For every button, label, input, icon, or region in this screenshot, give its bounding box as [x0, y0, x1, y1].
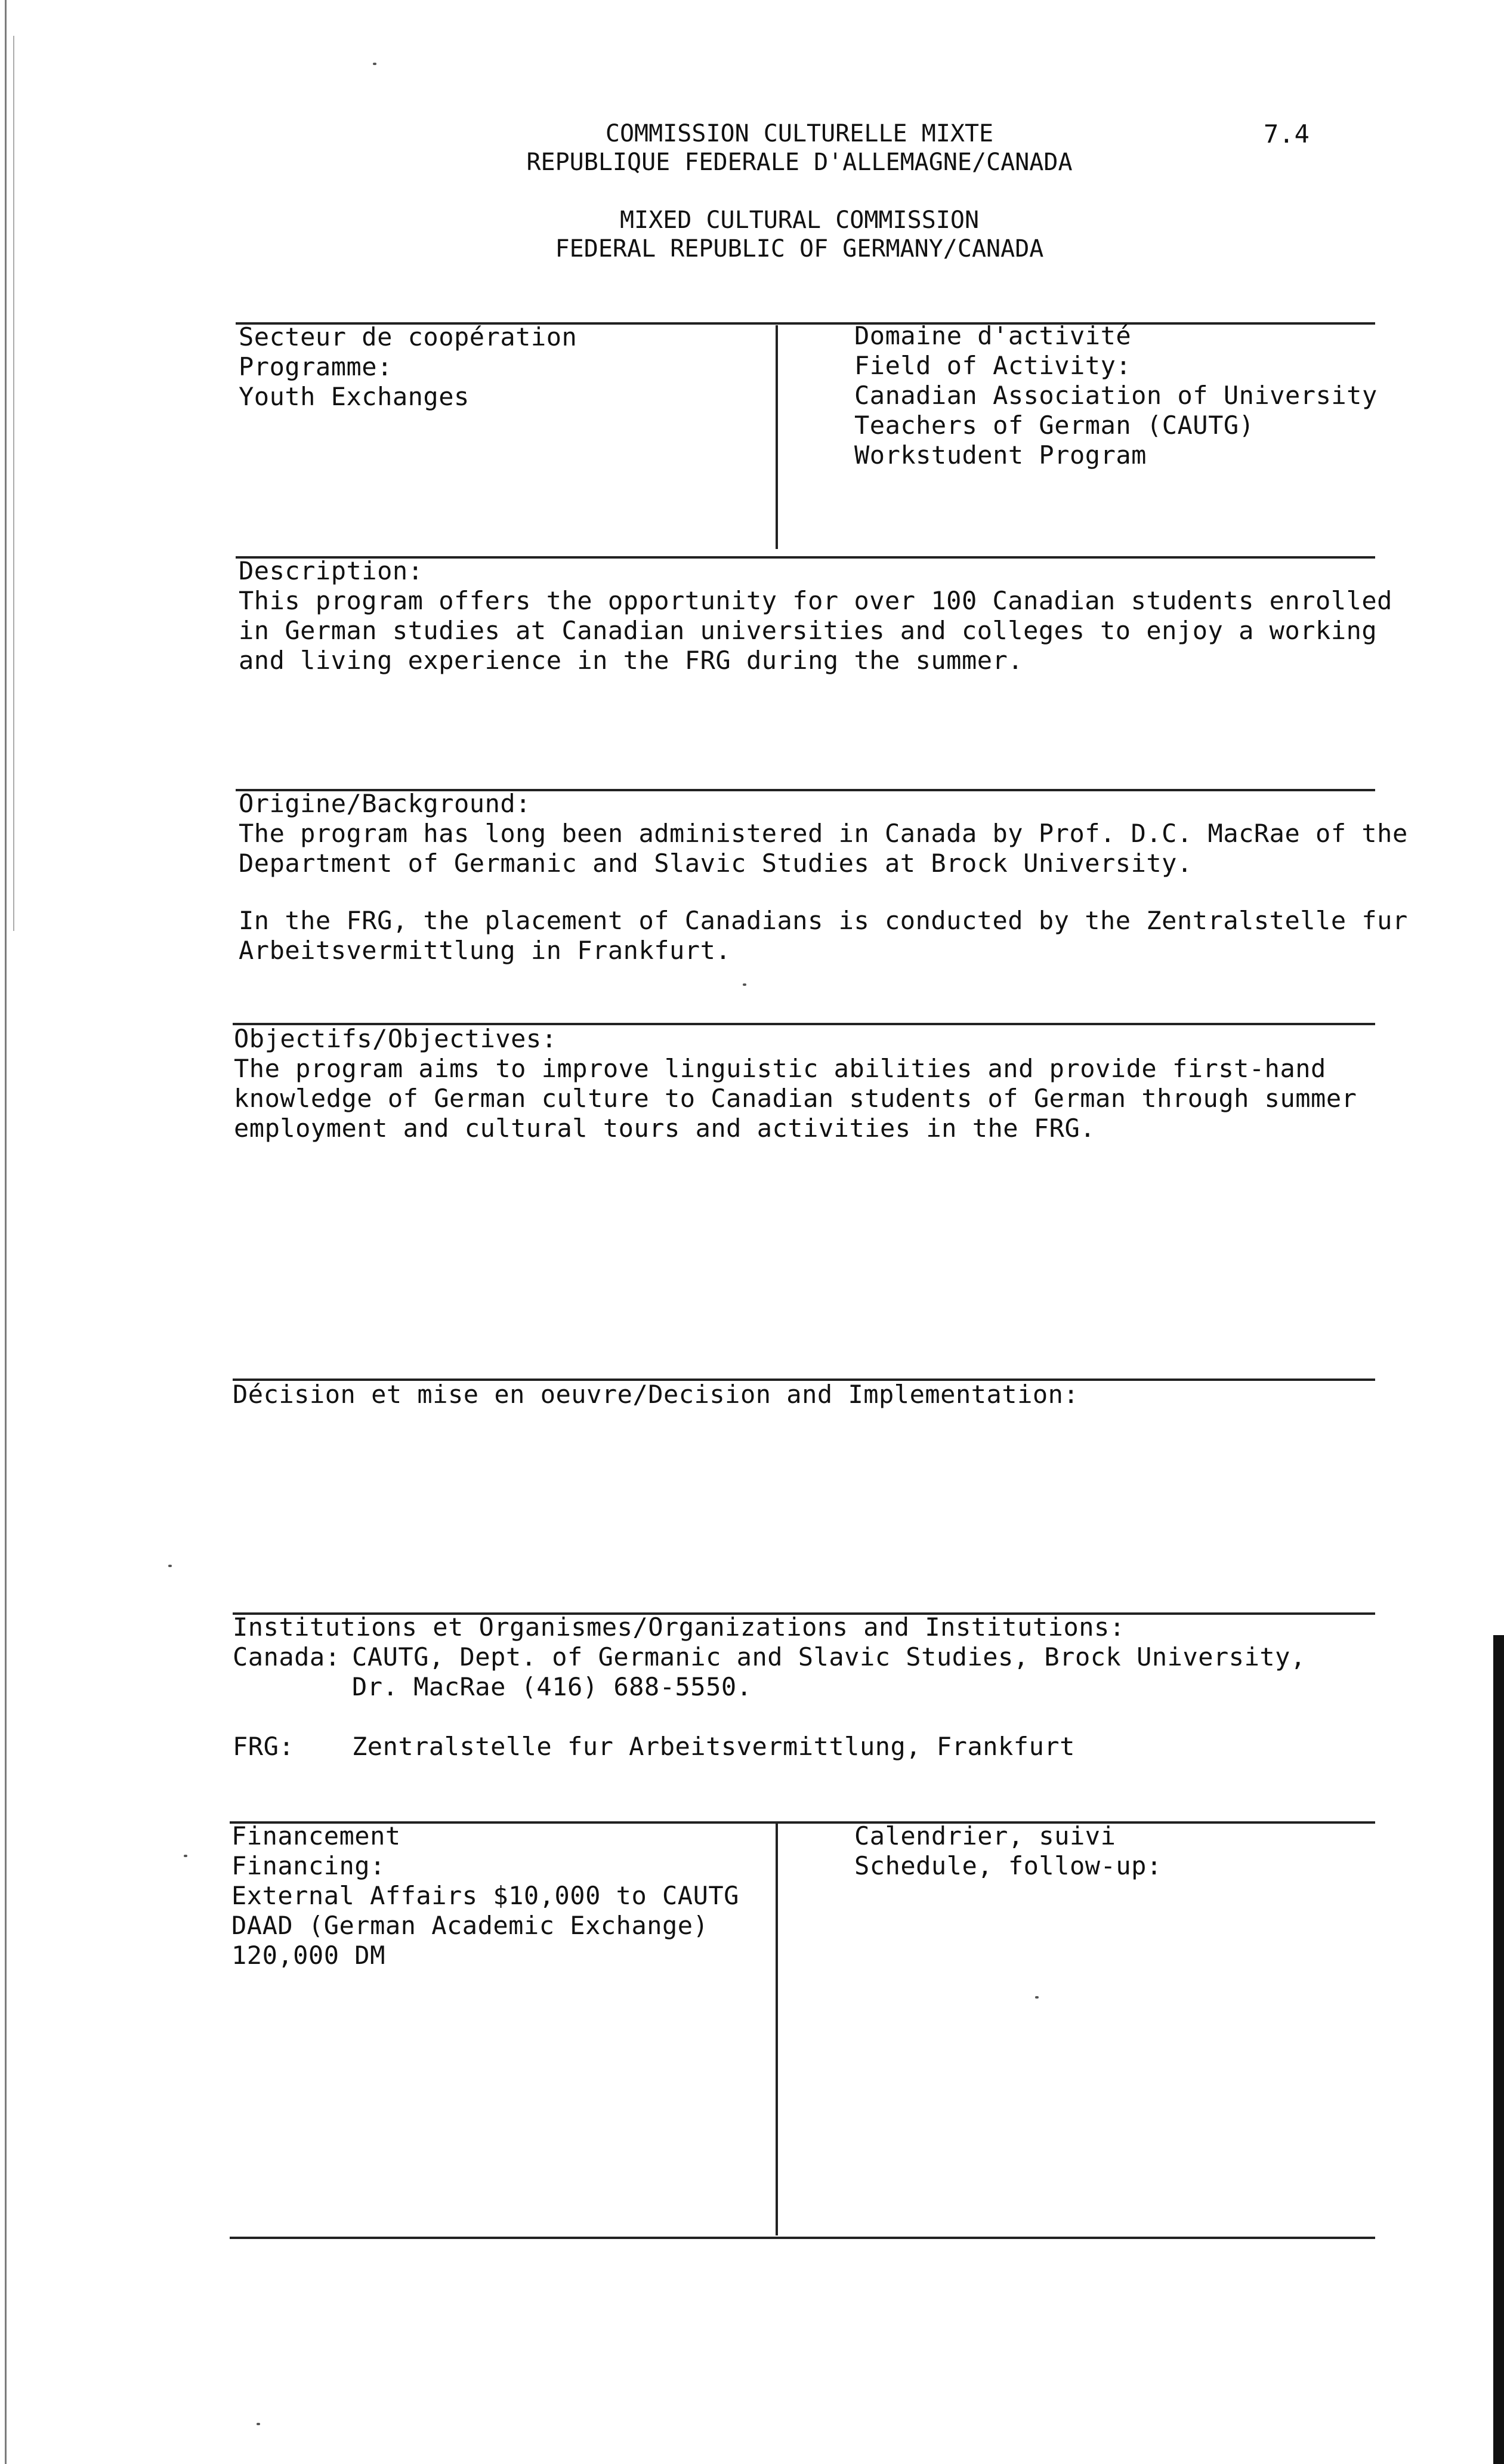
financing-line-1: External Affairs $10,000 to CAUTG	[231, 1881, 739, 1910]
domain-line-1: Canadian Association of University	[854, 381, 1378, 410]
scan-edge-right	[1493, 1635, 1504, 2464]
programme-label: Programme:	[239, 352, 393, 381]
financing-label-fr: Financement	[231, 1821, 401, 1851]
scan-speck	[373, 63, 376, 65]
header-title-en-line2: FEDERAL REPUBLIC OF GERMANY/CANADA	[555, 235, 1044, 263]
decision-label: Décision et mise en oeuvre/Decision and Implementation:	[233, 1380, 1079, 1409]
scan-speck	[743, 983, 746, 986]
page-number: 7.4	[1264, 119, 1310, 149]
programme-value: Youth Exchanges	[239, 382, 470, 411]
institutions-canada-line1: CAUTG, Dept. of Germanic and Slavic Studies, Brock University,	[352, 1642, 1306, 1672]
background-para1-line1: The program has long been administered in Canada by Prof. D.C. MacRae of the	[239, 819, 1408, 848]
domain-line-2: Teachers of German (CAUTG)	[854, 411, 1255, 440]
schedule-label-fr: Calendrier, suivi	[854, 1821, 1116, 1851]
institutions-label: Institutions et Organismes/Organizations and Institutions:	[233, 1612, 1125, 1642]
scan-speck	[1035, 1996, 1039, 1999]
header-title-en-line1: MIXED CULTURAL COMMISSION	[619, 206, 980, 234]
objectives-line-2: knowledge of German culture to Canadian students of German through summer	[234, 1084, 1357, 1113]
background-para1-line2: Department of Germanic and Slavic Studies at Brock University.	[239, 849, 1193, 878]
institutions-frg-value: Zentralstelle fur Arbeitsvermittlung, Frankfurt	[352, 1732, 1075, 1761]
domain-label-fr: Domaine d'activité	[854, 321, 1132, 350]
scan-speck	[168, 1565, 172, 1567]
domain-label-en: Field of Activity:	[854, 351, 1132, 380]
objectives-line-3: employment and cultural tours and activities in the FRG.	[234, 1114, 1096, 1143]
column-divider-top	[776, 325, 778, 549]
domain-line-3: Workstudent Program	[854, 440, 1147, 470]
column-divider-bottom	[776, 1824, 778, 2235]
description-line-3: and living experience in the FRG during the summer.	[239, 646, 1024, 675]
institutions-canada-line2: Dr. MacRae (416) 688-5550.	[352, 1672, 752, 1701]
scan-edge-left-inner	[13, 36, 14, 931]
description-label: Description:	[239, 556, 424, 585]
scan-edge-left	[5, 0, 7, 2464]
scan-speck	[257, 2423, 260, 2425]
scan-speck	[184, 1855, 187, 1857]
objectives-line-1: The program aims to improve linguistic abilities and provide first-hand	[234, 1054, 1326, 1083]
header-title-fr-line2: REPUBLIQUE FEDERALE D'ALLEMAGNE/CANADA	[526, 149, 1073, 176]
sector-label: Secteur de coopération	[239, 322, 577, 351]
objectives-label: Objectifs/Objectives:	[234, 1024, 557, 1053]
financing-line-2: DAAD (German Academic Exchange)	[231, 1911, 709, 1940]
background-para2-line2: Arbeitsvermittlung in Frankfurt.	[239, 936, 731, 965]
background-para2-line1: In the FRG, the placement of Canadians is conducted by the Zentralstelle fur	[239, 906, 1408, 935]
financing-label-en: Financing:	[231, 1851, 385, 1880]
rule-financing-bottom	[230, 2237, 1375, 2239]
institutions-frg-label: FRG:	[233, 1732, 295, 1761]
header-title-fr-line1: COMMISSION CULTURELLE MIXTE	[605, 120, 994, 147]
financing-line-3: 120,000 DM	[231, 1941, 385, 1970]
rule-financing-top	[230, 1821, 1375, 1824]
background-label: Origine/Background:	[239, 789, 531, 818]
description-line-2: in German studies at Canadian universities and colleges to enjoy a working	[239, 616, 1378, 645]
description-line-1: This program offers the opportunity for over 100 Canadian students enrolled	[239, 586, 1392, 615]
institutions-canada-label: Canada:	[233, 1642, 341, 1672]
schedule-label-en: Schedule, follow-up:	[854, 1851, 1162, 1880]
